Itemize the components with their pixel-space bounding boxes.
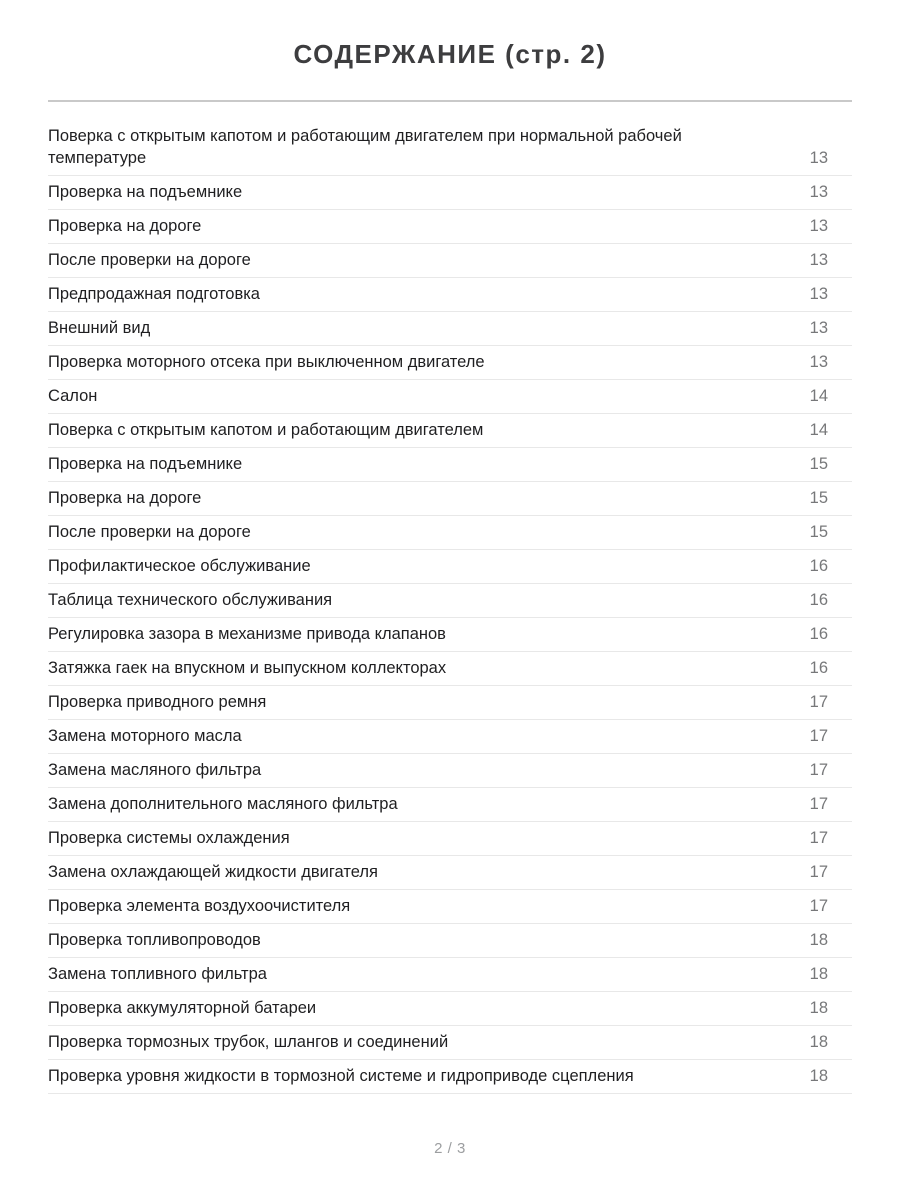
toc-entry-page-number: 16 [809,659,828,677]
toc-entry-label: Проверка тормозных трубок, шлангов и соединений [48,1033,449,1051]
toc-row [48,346,852,380]
page-number-indicator: 2 / 3 [434,1140,466,1157]
toc-row [48,822,852,856]
toc-entry-page-number: 13 [809,319,828,337]
toc-row [48,958,852,992]
toc-row [48,788,852,822]
toc-entry-page-number: 13 [809,285,828,303]
toc-row [48,1060,852,1094]
toc-entry-label: Регулировка зазора в механизме привода клапанов [48,625,446,643]
toc-entry-label: Проверка уровня жидкости в тормозной системе и гидроприводе сцепления [48,1067,634,1085]
toc-row [48,1026,852,1060]
toc-entry-label: Поверка с открытым капотом и работающим двигателем [48,421,484,439]
toc-entry-label: Проверка системы охлаждения [48,829,290,847]
toc-row [48,754,852,788]
toc-entry-label: Проверка на подъемнике [48,183,243,201]
toc-row [48,584,852,618]
toc-entry-label: Салон [48,387,98,405]
toc-entry-page-number: 17 [809,727,828,745]
toc-entry-page-number: 18 [809,965,828,983]
page-title: СОДЕРЖАНИЕ (стр. 2) [293,39,607,69]
toc-entry-label: После проверки на дороге [48,523,251,541]
toc-row [48,278,852,312]
toc-entry-page-number: 15 [809,489,828,507]
toc-entry-page-number: 16 [809,557,828,575]
toc-entry-label: Проверка на дороге [48,489,202,507]
toc-entry-page-number: 17 [809,829,828,847]
toc-entry-page-number: 14 [809,421,828,439]
toc-row [48,210,852,244]
toc-row [48,652,852,686]
toc-entry-label: Замена масляного фильтра [48,761,262,779]
toc-row [48,516,852,550]
toc-entry-page-number: 17 [809,795,828,813]
toc-entry-label: Таблица технического обслуживания [48,591,333,609]
toc-list [48,120,852,1094]
toc-row [48,312,852,346]
toc-entry-page-number: 16 [809,591,828,609]
toc-row [48,618,852,652]
toc-entry-page-number: 13 [809,183,828,201]
title-divider [48,100,852,102]
toc-entry-label: После проверки на дороге [48,251,251,269]
toc-entry-page-number: 17 [809,863,828,881]
toc-entry-label: Поверка с открытым капотом и работающим двигателем при нормальной рабочей температуре [48,127,682,167]
toc-row [48,448,852,482]
toc-entry-label: Затяжка гаек на впускном и выпускном коллекторах [48,659,447,677]
toc-entry-page-number: 18 [809,1067,828,1085]
toc-row [48,720,852,754]
toc-entry-page-number: 15 [809,523,828,541]
toc-row [48,482,852,516]
toc-entry-page-number: 13 [809,353,828,371]
toc-entry-label: Предпродажная подготовка [48,285,260,303]
toc-row [48,550,852,584]
toc-entry-label: Профилактическое обслуживание [48,557,311,575]
toc-entry-page-number: 17 [809,897,828,915]
toc-entry-label: Проверка топливопроводов [48,931,261,949]
toc-row [48,686,852,720]
toc-entry-page-number: 13 [809,149,828,167]
toc-entry-label: Проверка на дороге [48,217,202,235]
toc-row [48,992,852,1026]
toc-entry-page-number: 13 [809,217,828,235]
toc-entry-page-number: 18 [809,1033,828,1051]
toc-row [48,856,852,890]
toc-entry-page-number: 18 [809,931,828,949]
toc-entry-label: Замена дополнительного масляного фильтра [48,795,398,813]
toc-entry-label: Проверка элемента воздухоочистителя [48,897,351,915]
toc-entry-page-number: 14 [809,387,828,405]
toc-row [48,244,852,278]
toc-entry-label: Проверка моторного отсека при выключенном двигателе [48,353,485,371]
toc-row [48,176,852,210]
toc-entry-label: Проверка приводного ремня [48,693,267,711]
toc-row [48,890,852,924]
toc-entry-page-number: 17 [809,761,828,779]
toc-entry-label: Замена охлаждающей жидкости двигателя [48,863,378,881]
toc-entry-page-number: 17 [809,693,828,711]
toc-row [48,924,852,958]
toc-entry-label: Замена моторного масла [48,727,242,745]
toc-entry-label: Внешний вид [48,319,151,337]
toc-entry-page-number: 15 [809,455,828,473]
toc-row [48,380,852,414]
toc-row [48,414,852,448]
toc-entry-page-number: 18 [809,999,828,1017]
toc-entry-label: Проверка на подъемнике [48,455,243,473]
toc-entry-page-number: 13 [809,251,828,269]
toc-entry-page-number: 16 [809,625,828,643]
toc-row [48,120,852,176]
toc-entry-label: Замена топливного фильтра [48,965,267,983]
toc-entry-label: Проверка аккумуляторной батареи [48,999,317,1017]
